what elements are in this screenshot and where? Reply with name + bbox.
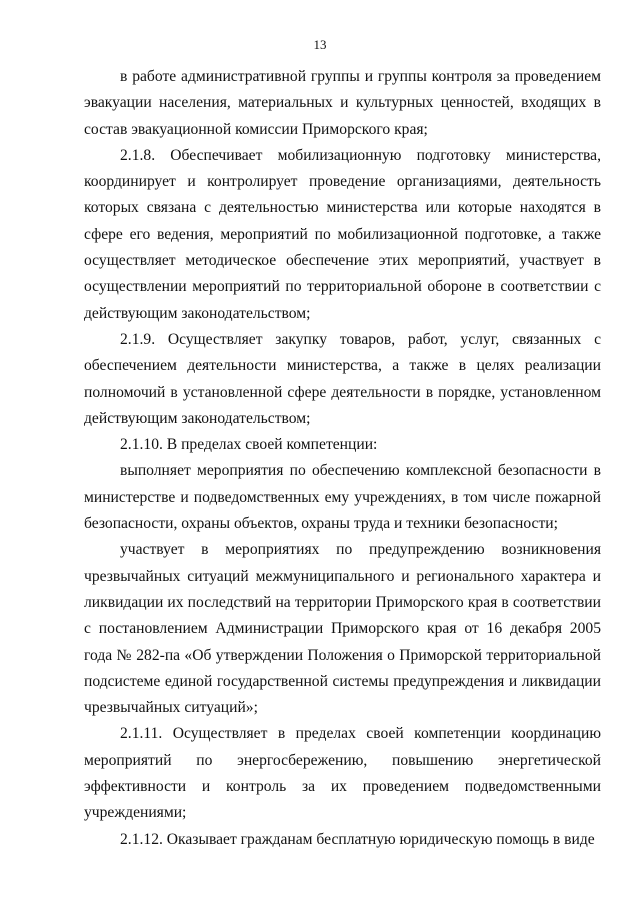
paragraph-2-1-12: 2.1.12. Оказывает гражданам бесплатную юридическую помощь в виде — [120, 830, 595, 848]
paragraph-2-1-9: 2.1.9. Осуществляет закупку товаров, работ, услуг, связанных с обеспечением деятельности министерства, а также в целях реализации полномочий в установленной сфере деятельности в порядке, установленном действующим законодательством; — [84, 330, 601, 427]
paragraph-2-1-11: 2.1.11. Осуществляет в пределах своей компетенции координацию мероприятий по энергосбережению, повышению энергетической эффективности и контроль за их проведением подведомственными учреждениями; — [84, 725, 601, 822]
paragraph-evacuation-continuation: в работе административной группы и группы контроля за проведением эвакуации населения, материальных и культурных ценностей, входящих в состав эвакуационной комиссии Приморского края; — [84, 68, 601, 138]
document-body — [84, 64, 601, 853]
paragraph-complex-security: выполняет мероприятия по обеспечению комплексной безопасности в министерстве и подведомственных ему учреждениях, в том числе пожарной безопасности, охраны объектов, охраны труда и техники безопасности; — [84, 462, 601, 533]
paragraph-emergency-situations: участвует в мероприятиях по предупреждению возникновения чрезвычайных ситуаций межмуниципального и регионального характера и ликвидации их последствий на территории Приморского края в соответствии с постановлением Администрации Приморского края от 16 декабря 2005 года № 282-па «Об утверждении Положения о Приморской территориальной подсистеме единой государственной системы предупреждения и ликвидации чрезвычайных ситуаций»; — [84, 541, 601, 717]
page-number: 13 — [313, 37, 327, 52]
paragraph-2-1-8: 2.1.8. Обеспечивает мобилизационную подготовку министерства, координирует и контролирует проведение организациями, деятельность которых связана с деятельностью министерства или которые находятся в сфере его ведения, мероприятий по мобилизационной подготовке, а также осуществляет методическое обеспечение этих мероприятий, участвует в осуществлении мероприятий по территориальной обороне в соответствии с действующим законодательством; — [84, 146, 601, 322]
paragraph-2-1-10: 2.1.10. В пределах своей компетенции: — [120, 436, 378, 454]
